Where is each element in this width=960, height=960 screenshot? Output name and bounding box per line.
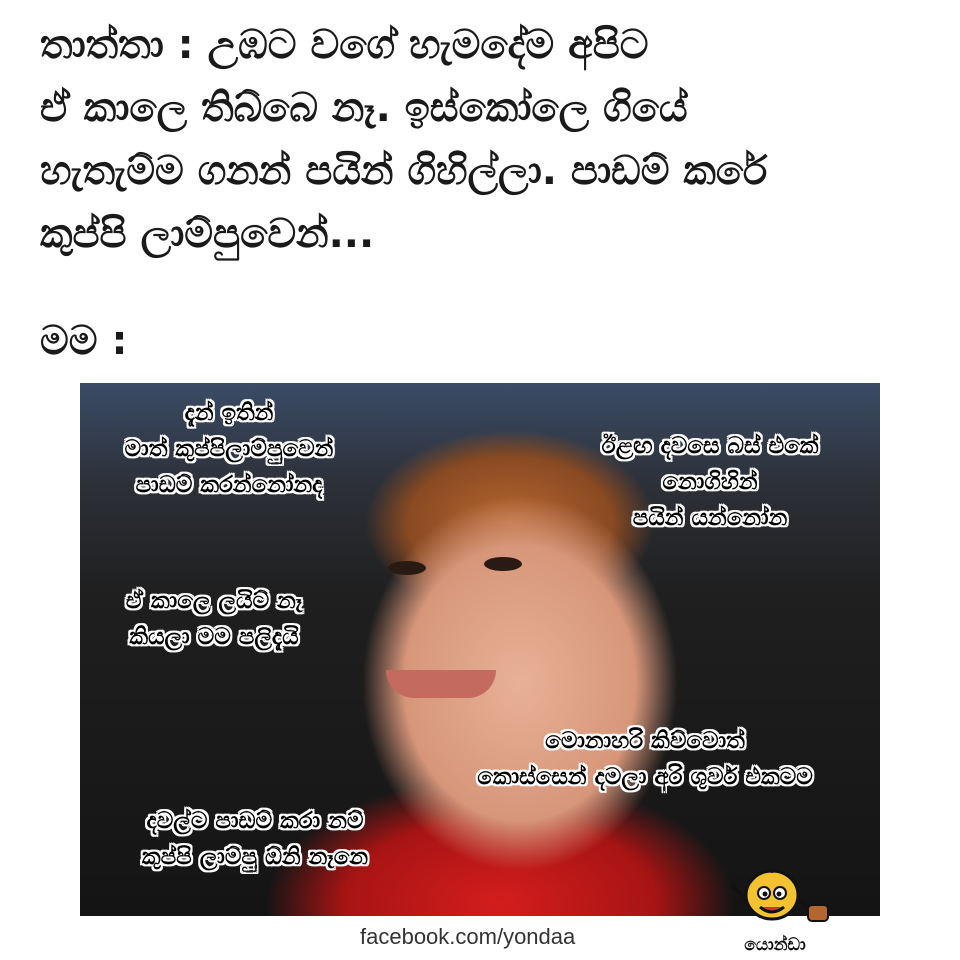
caption-line: කොස්සෙන් දමලා අරි ශුවර් එකටම (477, 764, 813, 790)
caption-line: ඒ කාලෙ ලයිට් නෑ (125, 588, 303, 614)
yondaa-logo (712, 855, 838, 955)
header-text (40, 14, 940, 266)
header-line-2: ඒ කාලෙ තිබ්බෙ නෑ. ඉස්කෝලෙ ගියේ (40, 85, 688, 131)
caption-middle-left (84, 583, 344, 655)
right-eye (484, 557, 522, 571)
caption-top-left (84, 395, 374, 503)
me-label: මම : (40, 318, 128, 364)
caption-line: නොගිහින් (662, 469, 758, 495)
caption-line: මාත් කුප්පිලාම්පුවෙන් (124, 436, 334, 462)
caption-bottom-right (410, 723, 880, 795)
caption-line: කුප්පි ලාම්පු ඕනි නෑනෙ (141, 844, 369, 870)
caption-line: පයින් යන්නෝන (632, 505, 788, 531)
caption-line: මොනාහරි කිව්වොත් (545, 728, 745, 754)
meme-photo (80, 383, 880, 916)
header-line-1: තාත්තා : උඹට වගේ හැමදේම අපිට (40, 22, 649, 68)
caption-line: පාඩම් කරන්නෝනද (135, 472, 323, 498)
caption-line: ඊළඟ දවසෙ බස් එකේ (601, 433, 819, 459)
caption-line: දැන් ඉතින් (184, 400, 274, 426)
facebook-page-link[interactable]: facebook.com/yondaa (360, 924, 576, 949)
caption-bottom-left (90, 803, 420, 875)
header-line-4: කුප්පි ලාම්පුවෙන්... (40, 211, 375, 257)
smile (386, 670, 496, 698)
left-eye (388, 561, 426, 575)
header-line-3: හැතැම්ම ගනන් පයින් ගිහිල්ලා. පාඩම් කරේ (40, 148, 768, 194)
caption-line: දවල්ට පාඩම් කරා නම් (146, 808, 364, 834)
caption-top-right (550, 428, 870, 536)
caption-line: කියලා මම පලිදැයි (129, 624, 299, 650)
logo-text: යොන්ඩා (744, 935, 806, 955)
cartoon-mascot-icon (712, 855, 838, 935)
